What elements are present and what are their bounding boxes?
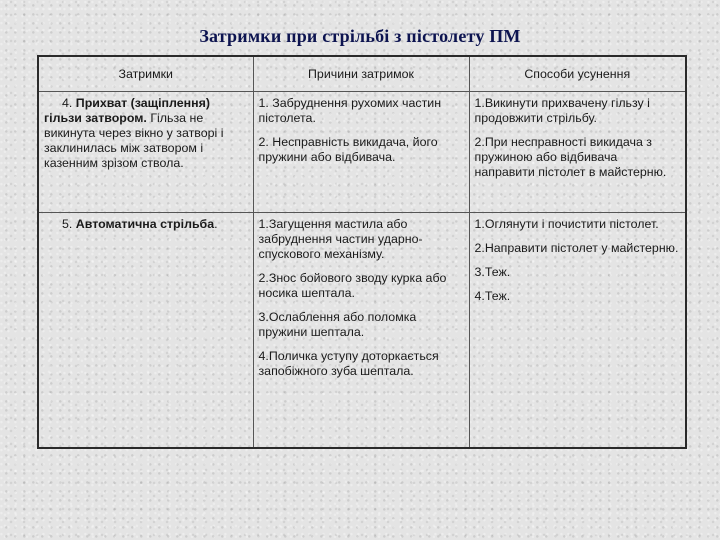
header-causes: Причини затримок (253, 56, 469, 92)
remedy-item: 2.Направити пістолет у майстерню. (474, 241, 679, 255)
cause-item: 1.Загущення мастила або забруднення частин ударно-спускового механізму. (258, 217, 423, 261)
delay-description: Гільза не викинута через вікно у затворі і заклинилась між затвором і казенним зрізом ствола. (44, 111, 224, 170)
delay-title: Автоматична стрільба (75, 217, 215, 231)
table-header-row (38, 56, 686, 92)
remedy-item: 2.При несправності викидача з пружиною або відбивача направити пістолет в майстерню. (474, 135, 667, 179)
delays-table (37, 55, 687, 449)
page-title: Затримки при стрільбі з пістолету ПМ (199, 26, 521, 46)
cause-item: 4.Поличка уступу доторкається запобіжного зуба шептала. (258, 349, 439, 378)
remedy-item: 4.Теж. (474, 289, 511, 303)
causes-cell (253, 213, 469, 449)
delay-cell (38, 213, 253, 449)
delay-number: 4. (62, 96, 73, 110)
remedy-item: 1.Оглянути і почистити пістолет. (474, 217, 659, 231)
delay-number: 5. (62, 217, 73, 231)
remedy-item: 1.Викинути прихвачену гільзу і продовжити стрільбу. (474, 96, 650, 125)
table-row (38, 92, 686, 213)
header-delays: Затримки (38, 56, 253, 92)
cause-item: 2.Знос бойового зводу курка або носика шептала. (258, 271, 447, 300)
table-row (38, 213, 686, 449)
delay-cell (38, 92, 253, 213)
cause-item: 3.Ослаблення або поломка пружини шептала. (258, 310, 417, 339)
delay-description: . (214, 217, 218, 231)
cause-item: 2. Несправність викидача, його пружини або відбивача. (258, 135, 438, 164)
remedy-item: 3.Теж. (474, 265, 511, 279)
cause-item: 1. Забруднення рухомих частин пістолета. (258, 96, 442, 125)
header-remedies: Способи усунення (469, 56, 686, 92)
remedies-cell (469, 213, 686, 449)
causes-cell (253, 92, 469, 213)
delay-title: Прихват (защіплення) гільзи затвором. (44, 96, 210, 125)
remedies-cell (469, 92, 686, 213)
